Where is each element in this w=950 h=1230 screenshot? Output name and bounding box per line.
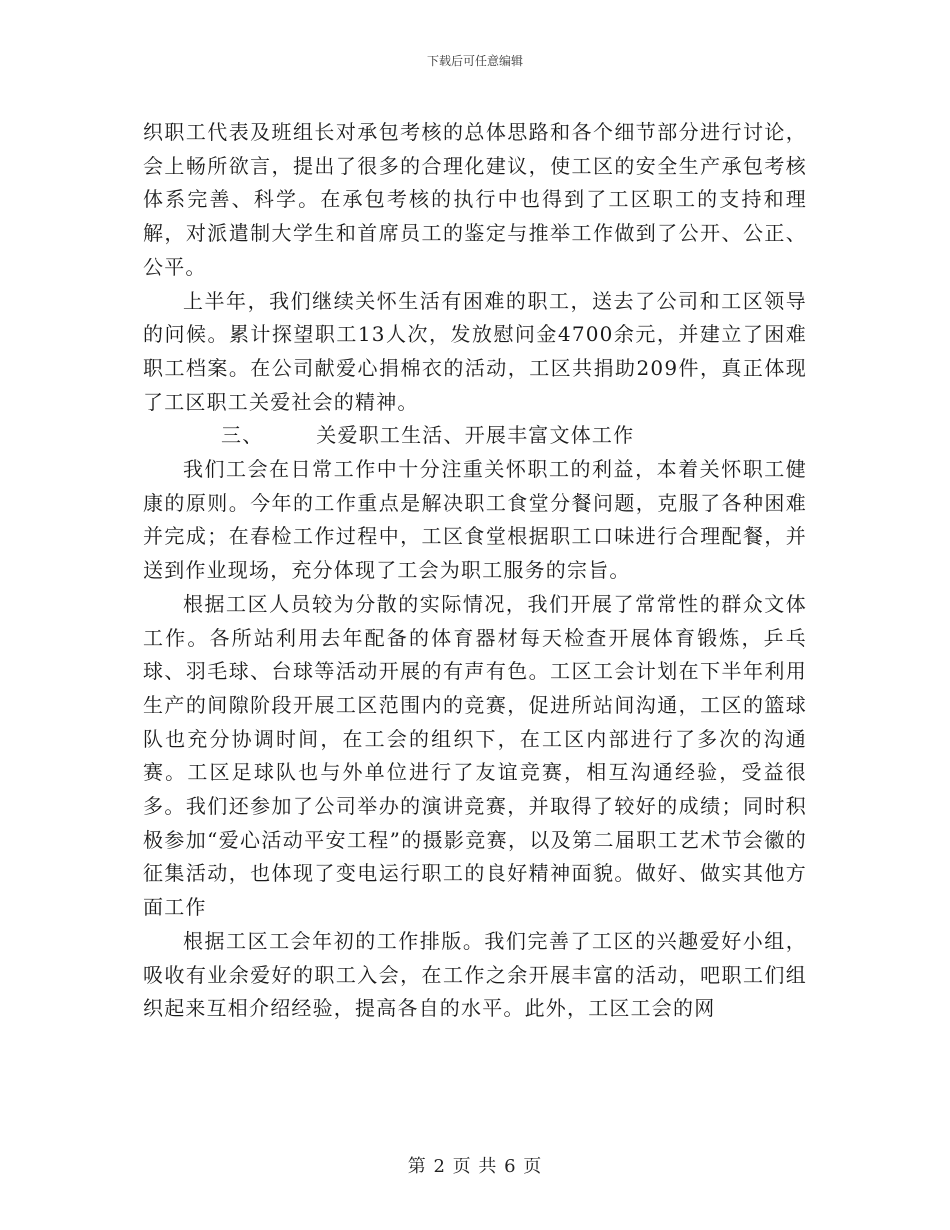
section-heading: 三、 关爱职工生活、开展丰富文体工作 xyxy=(221,423,635,448)
document-body xyxy=(143,116,807,1026)
page-header: 下载后可任意编辑 xyxy=(426,54,523,68)
paragraph-1: 织职工代表及班组长对承包考核的总体思路和各个细节部分进行讨论，会上畅所欲言，提出了很多的合理化建议，使工区的安全生产承包考核体系完善、科学。在承包考核的执行中也得到了工区职工的支持和理解，对派遣制大学生和首席员工的鉴定与推举工作做到了公开、公正、公平。 xyxy=(143,120,807,279)
paragraph-4: 根据工区人员较为分散的实际情况，我们开展了常常性的群众文体工作。各所站利用去年配备的体育器材每天检查开展体育锻炼，乒乓球、羽毛球、台球等活动开展的有声有色。工区工会计划在下半年利用生产的间隙阶段开展工区范围内的竞赛，促进所站间沟通，工区的篮球队也充分协调时间，在工会的组织下，在工区内部进行了多次的沟通赛。工区足球队也与外单位进行了友谊竞赛，相互沟通经验，受益很多。我们还参加了公司举办的演讲竞赛，并取得了较好的成绩；同时积极参加“爱心活动平安工程”的摄影竞赛，以及第二届职工艺术节会徽的征集活动，也体现了变电运行职工的良好精神面貌。做好、做实其他方面工作 xyxy=(143,591,807,920)
paragraph-3: 我们工会在日常工作中十分注重关怀职工的利益，本着关怀职工健康的原则。今年的工作重点是解决职工食堂分餐问题，克服了各种困难并完成；在春检工作过程中，工区食堂根据职工口味进行合理配餐，并送到作业现场，充分体现了工会为职工服务的宗旨。 xyxy=(143,457,807,583)
page-footer: 第 2 页 共 6 页 xyxy=(407,1156,543,1177)
paragraph-5: 根据工区工会年初的工作排版。我们完善了工区的兴趣爱好小组，吸收有业余爱好的职工入会，在工作之余开展丰富的活动，吧职工们组织起来互相介绍经验，提高各自的水平。此外，工区工会的网 xyxy=(143,928,807,1021)
paragraph-2: 上半年，我们继续关怀生活有困难的职工，送去了公司和工区领导的问候。累计探望职工13人次，发放慰问金4700余元，并建立了困难职工档案。在公司献爱心捐棉衣的活动，工区共捐助209件，真正体现了工区职工关爱社会的精神。 xyxy=(143,288,807,414)
